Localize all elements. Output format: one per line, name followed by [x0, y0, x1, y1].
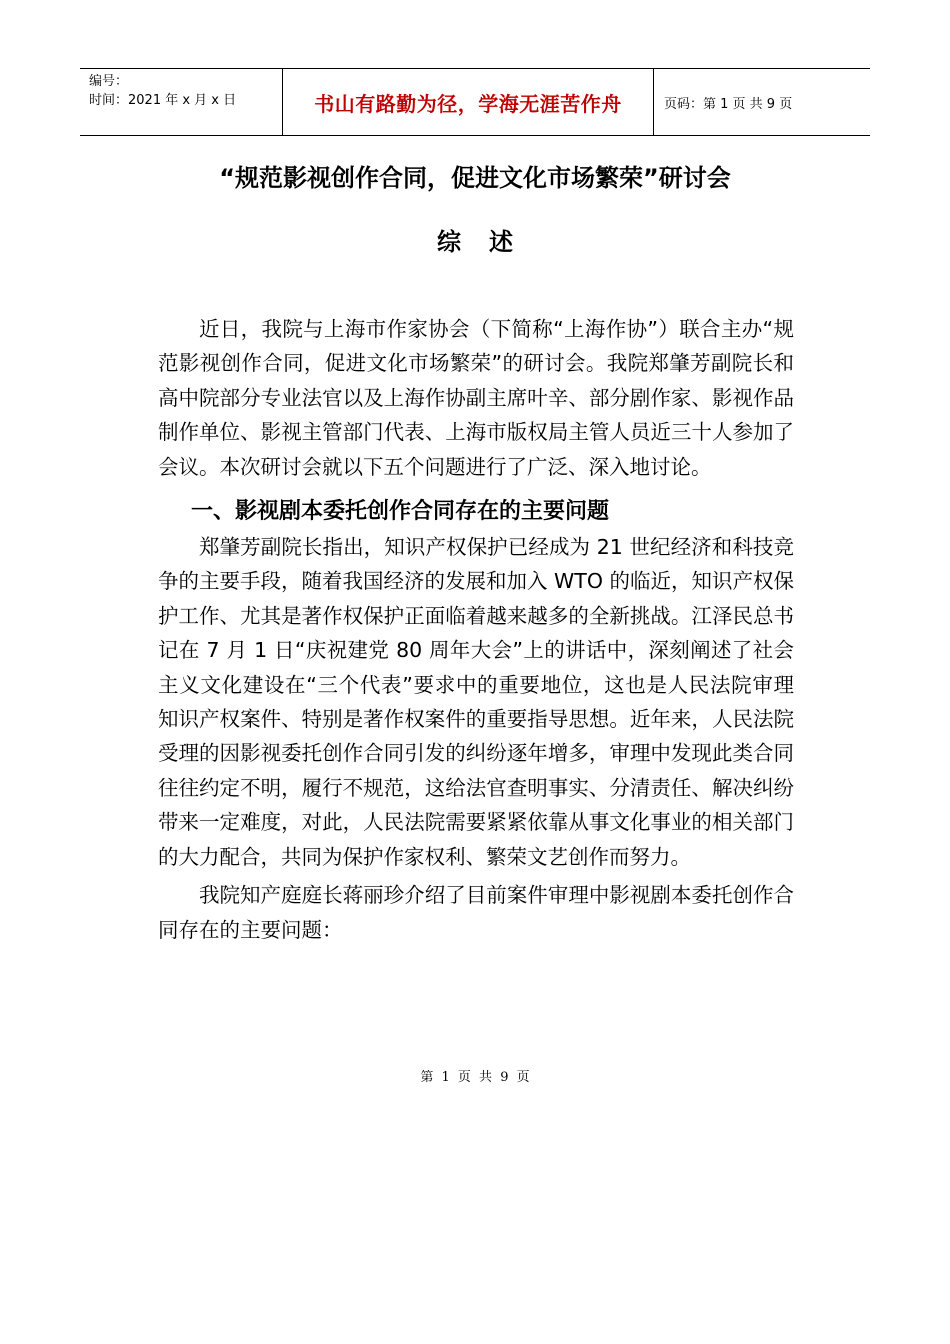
intro-paragraph: 近日，我院与上海市作家协会（下简称“上海作协”）联合主办“规范影视创作合同，促进文化市场繁荣”的研讨会。我院郑肇芳副院长和高中院部分专业法官以及上海作协副主席叶辛、部分剧作家、影视作品制作单位、影视主管部门代表、上海市版权局主管人员近三十人参加了会议。本次研讨会就以下五个问题进行了广泛、深入地讨论。: [158, 317, 794, 479]
document-body: [158, 312, 794, 947]
body-paragraph: 郑肇芳副院长指出，知识产权保护已经成为 21 世纪经济和科技竞争的主要手段，随着我国经济的发展和加入 WTO 的临近，知识产权保护工作、尤其是著作权保护正面临着越来越多的全新挑战。江泽民总书记在 7 月 1 日“庆祝建党 80 周年大会”上的讲话中，深刻阐述了社会主义文化建设在“三个代表”要求中的重要地位，这也是人民法院审理知识产权案件、特别是著作权案件的重要指导思想。近年来，人民法院受理的因影视委托创作合同引发的纠纷逐年增多，审理中发现此类合同往往约定不明，履行不规范，这给法官查明事实、分清责任、解决纠纷带来一定难度，对此，人民法院需要紧紧依靠从事文化事业的相关部门的大力配合，共同为保护作家权利、繁荣文艺创作而努力。: [158, 535, 794, 869]
header-motto: 书山有路勤为径，学海无涯苦作舟: [282, 69, 654, 135]
section-heading: 一、影视剧本委托创作合同存在的主要问题: [191, 499, 610, 525]
number-label: 编号：: [89, 74, 129, 89]
date-label: 时间：2021 年 x 月 x 日: [89, 93, 237, 108]
document-subtitle: 综述: [437, 228, 541, 256]
page-footer: 第 1 页 共 9 页: [420, 1070, 530, 1085]
header-meta: [80, 69, 282, 135]
body-paragraph: 我院知产庭庭长蒋丽珍介绍了目前案件审理中影视剧本委托创作合同存在的主要问题：: [158, 883, 794, 942]
header-table: [80, 68, 870, 136]
document-title: “规范影视创作合同，促进文化市场繁荣”研讨会: [219, 164, 731, 192]
header-page-info: 页码：第 1 页 共 9 页: [664, 96, 793, 112]
